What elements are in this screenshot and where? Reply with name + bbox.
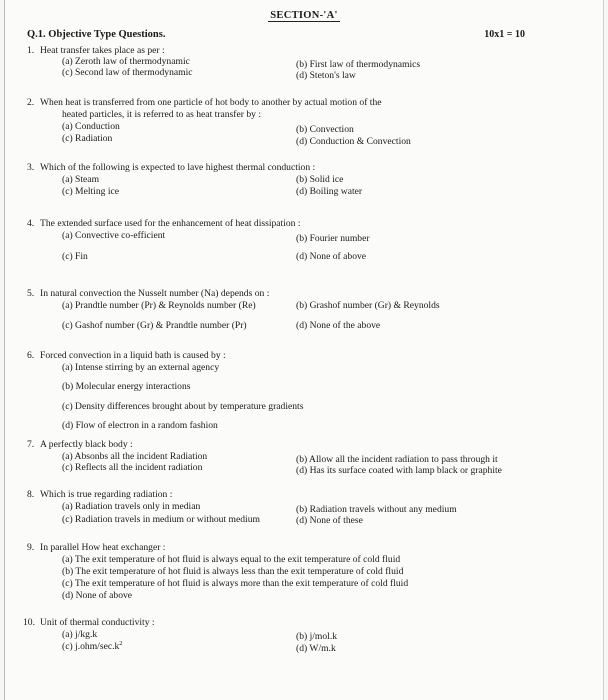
exam-page [4,0,604,700]
option-b: (b) First law of thermodynamics [296,59,421,70]
question-stem: In natural convection the Nusselt number (Na) depends on : [40,288,270,299]
option-c: (c) Second law of thermodynamic [62,67,193,78]
option-a: (a) Conduction [62,121,120,132]
option-c: (c) Density differences brought about by temperature gradients [62,401,304,412]
question-stem: Which of the following is expected to lave highest thermal conduction : [40,162,316,173]
question-2: 2. When heat is transferred from one particle of hot body to another by actual motion of the [27,97,567,108]
option-c: (c) The exit temperature of hot fluid is always more than the exit temperature of cold fluid [62,578,409,589]
option-c: (c) Radiation travels in medium or without medium [62,514,260,525]
option-b: (b) Allow all the incident radiation to pass through it [296,454,498,465]
superscript-exponent: 2 [119,639,123,647]
option-a: (a) Absonbs all the incident Radiation [62,451,208,462]
question-stem-line-2: heated particles, it is referred to as heat transfer by : [62,109,261,120]
question-1: 1. Heat transfer takes place as per : [27,45,567,56]
question-stem: In parallel How heat exchanger : [40,542,166,553]
question-stem-line-1: When heat is transferred from one particle of hot body to another by actual motion of the [40,97,382,108]
question-4: 4. The extended surface used for the enhancement of heat dissipation : [27,218,567,229]
option-b: (b) Molecular energy interactions [62,381,191,392]
option-b: (b) Fourier number [296,233,370,244]
option-c: (c) Fin [62,251,88,262]
option-d: (d) Conduction & Convection [296,136,411,147]
option-b: (b) Grashof number (Gr) & Reynolds [296,300,440,311]
option-c: (c) Radiation [62,133,113,144]
question-stem: Which is true regarding radiation : [40,489,173,500]
option-c: (c) Gashof number (Gr) & Prandtle number (Pr) [62,320,247,331]
question-stem: Forced convection in a liquid bath is caused by : [40,350,226,361]
question-6: 6. Forced convection in a liquid bath is caused by : [27,350,567,361]
question-stem: The extended surface used for the enhancement of heat dissipation : [40,218,301,229]
option-d: (d) None of these [296,515,363,526]
option-a: (a) Convective co-efficient [62,230,166,241]
option-a: (a) The exit temperature of hot fluid is always equal to the exit temperature of cold fluid [62,554,401,565]
questions-heading: Q.1. Objective Type Questions. [27,29,166,40]
question-8: 8. Which is true regarding radiation : [27,489,567,500]
option-a: (a) Radiation travels only in median [62,501,201,512]
question-10: 10. Unit of thermal conductivity : [27,617,567,628]
option-a: (a) Intense stirring by an external agency [62,362,220,373]
option-b: (b) Solid ice [296,174,344,185]
option-d: (d) Steton's law [296,70,356,81]
option-d: (d) None of above [62,590,133,601]
option-a: (a) Prandtle number (Pr) & Reynolds number (Re) [62,300,256,311]
option-d: (d) W/m.k [296,643,336,654]
option-b: (b) Convection [296,124,354,135]
question-3: 3. Which of the following is expected to lave highest thermal conduction : [27,162,567,173]
question-stem: A perfectly black body : [40,439,133,450]
marks-label: 10x1 = 10 [484,29,525,40]
question-stem: Heat transfer takes place as per : [40,45,165,56]
option-a: (a) Steam [62,174,100,185]
section-title: SECTION-'A' [270,10,338,21]
option-d: (d) None of above [296,251,367,262]
question-9: 9. In parallel How heat exchanger : [27,542,567,553]
option-d: (d) Flow of electron in a random fashion [62,420,218,431]
option-d: (d) None of the above [296,320,381,331]
option-d: (d) Boiling water [296,186,363,197]
option-c: (c) Reflects all the incident radiation [62,462,203,473]
option-c: (c) Melting ice [62,186,120,197]
question-5: 5. In natural convection the Nusselt number (Na) depends on : [27,288,567,299]
option-a: (a) Zeroth law of thermodynamic [62,56,190,67]
option-b: (b) Radiation travels without any medium [296,504,457,515]
option-d: (d) Has its surface coated with lamp black or graphite [296,465,502,476]
option-b: (b) The exit temperature of hot fluid is always less than the exit temperature of cold fluid [62,566,404,577]
question-stem: Unit of thermal conductivity : [40,617,155,628]
option-b: (b) j/mol.k [296,631,338,642]
option-c: (c) $j.ohm/\sec.k^2$ [62,639,123,652]
question-7: 7. A perfectly black body : [27,439,567,450]
option-a: (a) j/kg.k [62,629,98,640]
